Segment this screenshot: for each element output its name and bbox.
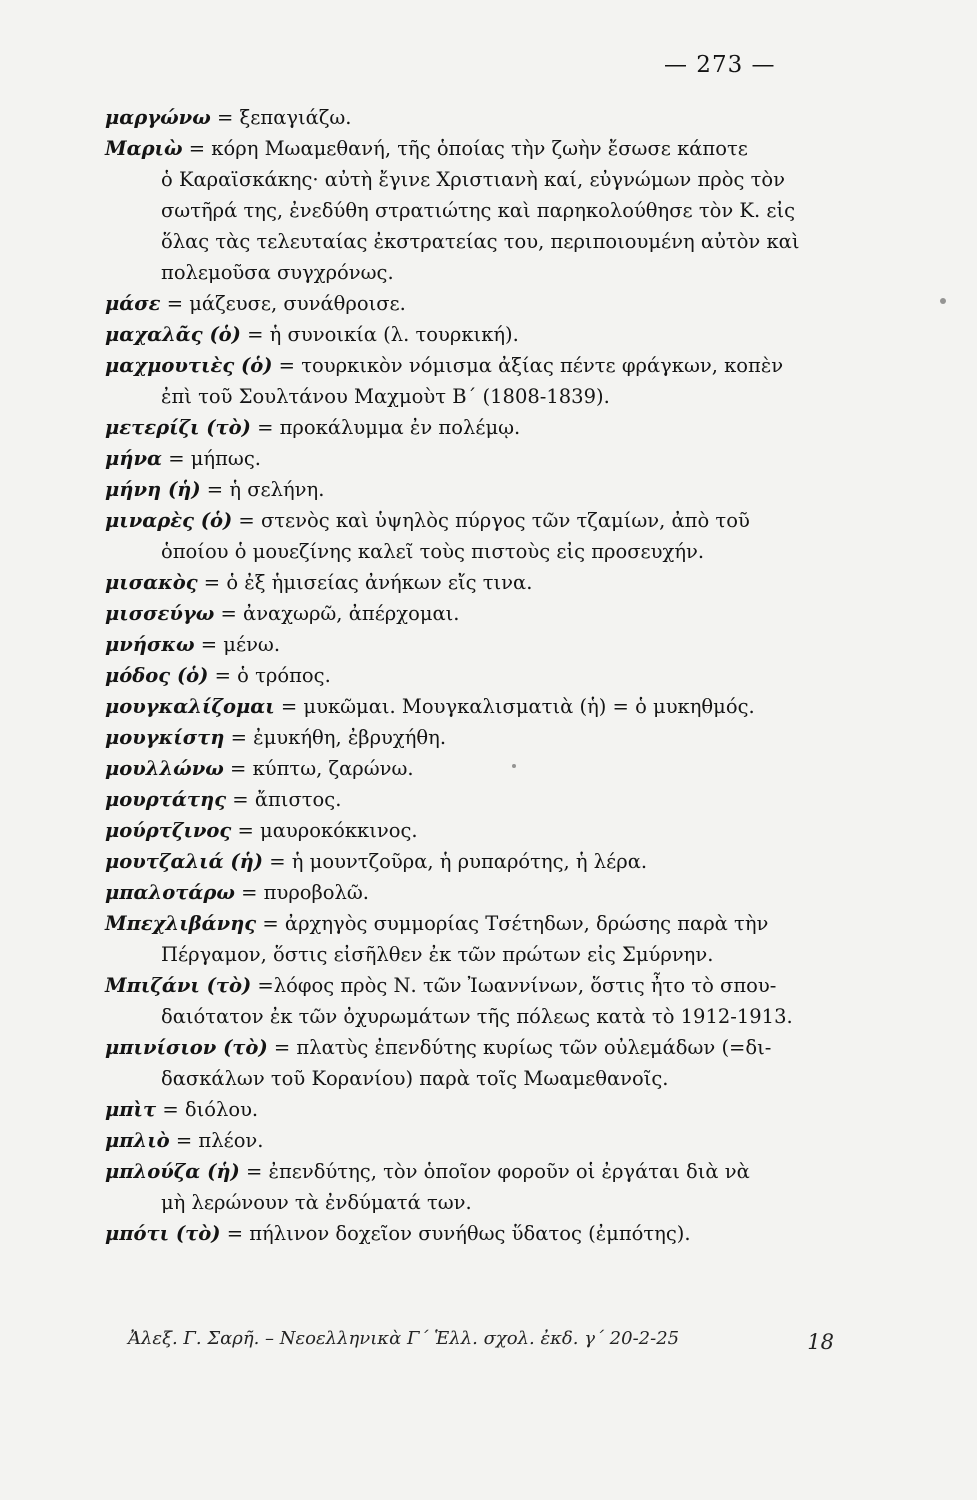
glossary-entry: [105, 319, 820, 350]
glossary-entry: [105, 970, 820, 1032]
entry-definition: = κόρη Μωαμεθανή, τῆς ὁποίας τὴν ζωὴν ἔσωσε κάποτε: [188, 137, 748, 160]
entry-definition: = μήπως.: [168, 447, 261, 470]
entry-definition: = μυκῶμαι. Μουγκαλισματιὰ (ἡ) = ὁ μυκηθμός.: [280, 695, 755, 718]
entry-headword: μόδος (ὁ): [105, 664, 209, 687]
entry-continuation: ὁ Καραϊσκάκης· αὐτὴ ἔγινε Χριστιανὴ καί, εὐγνώμων πρὸς τὸν σωτῆρά της, ἐνεδύθη στρατιώτης καὶ παρηκολούθησε τὸν Κ. εἰς ὅλας τὰς τελευταίας ἐκστρατείας του, περιποιουμένη αὐτὸν καὶ πολεμοῦσα συγχρόνως.: [161, 168, 800, 284]
glossary: [105, 102, 820, 1249]
entry-headword: μουλλώνω: [105, 757, 224, 780]
entry-headword: μαργώνω: [105, 106, 211, 129]
entry-definition: = μάζευσε, συνάθροισε.: [166, 292, 406, 315]
entry-definition: = πυροβολῶ.: [241, 881, 369, 904]
glossary-entry: [105, 288, 820, 319]
entry-headword: μουγκίστη: [105, 726, 225, 749]
glossary-entry: [105, 753, 820, 784]
entry-definition: =λόφος πρὸς Ν. τῶν Ἰωαννίνων, ὅστις ἦτο τὸ σπου-: [257, 974, 777, 997]
page-number: — 273 —: [664, 52, 776, 78]
entry-definition: = ἡ σελήνη.: [206, 478, 325, 501]
entry-headword: μουγκαλίζομαι: [105, 695, 275, 718]
entry-headword: μπλούζα (ἡ): [105, 1160, 240, 1183]
entry-definition: = πήλινον δοχεῖον συνήθως ὕδατος (ἐμπότης).: [226, 1222, 691, 1245]
glossary-entry: [105, 598, 820, 629]
ink-spot: [512, 764, 516, 768]
glossary-entry: [105, 846, 820, 877]
entry-headword: μουτζαλιά (ἡ): [105, 850, 264, 873]
entry-continuation: δαιότατον ἐκ τῶν ὀχυρωμάτων τῆς πόλεως κατὰ τὸ 1912-1913.: [161, 1005, 793, 1028]
glossary-entry: [105, 660, 820, 691]
glossary-entry: [105, 815, 820, 846]
entry-definition: = μένω.: [200, 633, 281, 656]
entry-headword: μπὶτ: [105, 1098, 157, 1121]
glossary-entry: [105, 474, 820, 505]
entry-headword: μήνη (ἡ): [105, 478, 201, 501]
entry-headword: μετερίζι (τὸ): [105, 416, 251, 439]
glossary-entry: [105, 691, 820, 722]
entry-definition: = ἀναχωρῶ, ἀπέρχομαι.: [220, 602, 460, 625]
glossary-entry: [105, 629, 820, 660]
glossary-entry: [105, 567, 820, 598]
entry-definition: = ἄπιστος.: [232, 788, 342, 811]
glossary-entry: [105, 443, 820, 474]
glossary-entry: [105, 1125, 820, 1156]
entry-headword: μισακὸς: [105, 571, 198, 594]
glossary-entry: [105, 102, 820, 133]
footer-text: Ἀλεξ. Γ. Σαρῆ. – Νεοελληνικὰ Γ΄ Ἑλλ. σχολ. ἐκδ. γ΄ 20-2-25: [128, 1328, 680, 1349]
entry-definition: = ἐμυκήθη, ἐβρυχήθη.: [230, 726, 447, 749]
entry-headword: μπινίσιον (τὸ): [105, 1036, 268, 1059]
entry-definition: = ἀρχηγὸς συμμορίας Τσέτηδων, δρώσης παρὰ τὴν: [262, 912, 769, 935]
entry-definition: = τουρκικὸν νόμισμα ἀξίας πέντε φράγκων, κοπὲν: [278, 354, 784, 377]
signature-mark: 18: [807, 1330, 834, 1354]
entry-definition: = διόλου.: [162, 1098, 259, 1121]
entry-headword: μάσε: [105, 292, 161, 315]
glossary-entry: [105, 877, 820, 908]
glossary-entry: [105, 412, 820, 443]
entry-definition: = προκάλυμμα ἐν πολέμῳ.: [257, 416, 521, 439]
entry-headword: μούρτζινος: [105, 819, 232, 842]
entry-headword: Μαριὼ: [105, 137, 183, 160]
entry-headword: μπλιὸ: [105, 1129, 170, 1152]
entry-definition: = ἡ συνοικία (λ. τουρκική).: [247, 323, 519, 346]
entry-definition: = πλατὺς ἐπενδύτης κυρίως τῶν οὐλεμάδων (=δι-: [273, 1036, 772, 1059]
ink-spot: [940, 298, 946, 304]
entry-continuation: ἐπὶ τοῦ Σουλτάνου Μαχμοὺτ Β΄ (1808-1839).: [161, 385, 610, 408]
entry-headword: μιναρὲς (ὁ): [105, 509, 233, 532]
glossary-entry: [105, 505, 820, 567]
entry-definition: = ὁ ἐξ ἡμισείας ἀνήκων εἴς τινα.: [203, 571, 533, 594]
entry-headword: μπότι (τὸ): [105, 1222, 221, 1245]
entry-headword: μαχμουτιὲς (ὁ): [105, 354, 273, 377]
entry-definition: = μαυροκόκκινος.: [237, 819, 418, 842]
entry-headword: μήνα: [105, 447, 162, 470]
glossary-entry: [105, 1156, 820, 1218]
entry-continuation: μὴ λερώνουν τὰ ἐνδύματά των.: [161, 1191, 472, 1214]
glossary-entry: [105, 1218, 820, 1249]
entry-continuation: δασκάλων τοῦ Κορανίου) παρὰ τοῖς Μωαμεθανοῖς.: [161, 1067, 669, 1090]
entry-definition: = ὁ τρόπος.: [214, 664, 331, 687]
entry-headword: μισσεύγω: [105, 602, 215, 625]
glossary-entry: [105, 133, 820, 288]
glossary-entry: [105, 350, 820, 412]
glossary-entry: [105, 908, 820, 970]
entry-headword: Μπιζάνι (τὸ): [105, 974, 252, 997]
entry-headword: μπαλοτάρω: [105, 881, 235, 904]
entry-definition: = κύπτω, ζαρώνω.: [230, 757, 414, 780]
entry-headword: Μπεχλιβάνης: [105, 912, 257, 935]
footer: [128, 1328, 834, 1354]
entry-headword: μνήσκω: [105, 633, 195, 656]
entry-definition: = πλέον.: [175, 1129, 264, 1152]
entry-definition: = ἡ μουντζοῦρα, ἡ ρυπαρότης, ἡ λέρα.: [269, 850, 648, 873]
entry-definition: = στενὸς καὶ ὑψηλὸς πύργος τῶν τζαμίων, ἀπὸ τοῦ: [238, 509, 750, 532]
glossary-entry: [105, 1094, 820, 1125]
glossary-entry: [105, 722, 820, 753]
glossary-entry: [105, 784, 820, 815]
entry-headword: μουρτάτης: [105, 788, 227, 811]
entry-definition: = ξεπαγιάζω.: [217, 106, 352, 129]
entry-definition: = ἐπενδύτης, τὸν ὁποῖον φοροῦν οἱ ἐργάται διὰ νὰ: [245, 1160, 750, 1183]
entry-headword: μαχαλᾶς (ὁ): [105, 323, 241, 346]
entry-continuation: ὁποίου ὁ μουεζίνης καλεῖ τοὺς πιστοὺς εἰς προσευχήν.: [161, 540, 705, 563]
glossary-entry: [105, 1032, 820, 1094]
entry-continuation: Πέργαμον, ὅστις εἰσῆλθεν ἐκ τῶν πρώτων εἰς Σμύρνην.: [161, 943, 714, 966]
